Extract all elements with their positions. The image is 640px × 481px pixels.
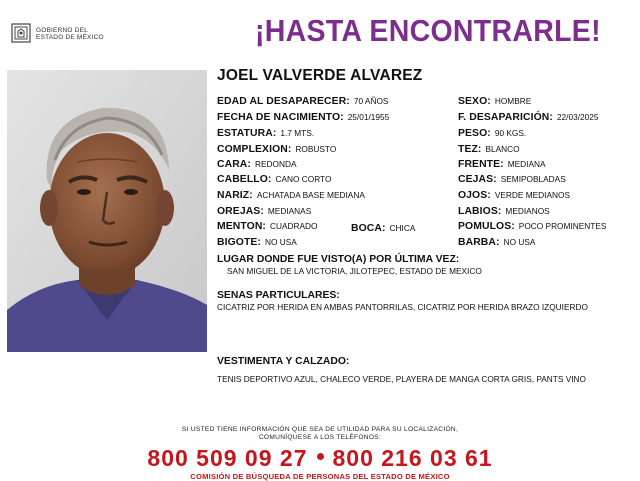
field-label: EDAD AL DESAPARECER: (217, 96, 350, 107)
field-value: CHICA (389, 223, 416, 233)
contact-line-1: SI USTED TIENE INFORMACIÓN QUE SEA DE UTILIDAD PARA SU LOCALIZACIÓN, (181, 426, 459, 433)
field-label: BARBA: (458, 237, 500, 248)
separator-dot-icon (317, 453, 324, 460)
field-label: CABELLO: (217, 174, 272, 185)
contact-line-2: COMUNÍQUESE A LOS TELÉFONOS: (258, 434, 382, 441)
portrait-image (7, 70, 207, 352)
last-seen-title: LUGAR DONDE FUE VISTO(A) POR ÚLTIMA VEZ: (217, 254, 460, 265)
field-value: VERDE MEDIANOS (494, 190, 570, 200)
marks-title: SENAS PARTICULARES: (217, 290, 340, 301)
field-fecha-nacimiento (217, 112, 389, 123)
field-edad (217, 96, 388, 107)
gov-line-2: ESTADO DE MÉXICO (36, 34, 104, 41)
field-value: MEDIANA (507, 159, 546, 169)
footer-commission: COMISIÓN DE BÚSQUEDA DE PERSONAS DEL ESTADO DE MÉXICO (190, 472, 450, 481)
field-value: NO USA (265, 237, 297, 247)
field-label: TEZ: (458, 144, 482, 155)
field-value: HOMBRE (494, 96, 532, 106)
field-label: ESTATURA: (217, 128, 277, 139)
gov-line-1: GOBIERNO DEL (36, 27, 88, 34)
field-value: NO USA (503, 237, 536, 247)
field-estatura (217, 128, 314, 139)
field-peso (458, 128, 526, 139)
field-value: 22/03/2025 (556, 112, 599, 122)
last-seen-text: SAN MIGUEL DE LA VICTORIA, JILOTEPEC, ESTADO DE MEXICO (227, 266, 482, 276)
page-title: ¡HASTA ENCONTRARLE! (255, 13, 601, 48)
field-label: FRENTE: (458, 159, 504, 170)
field-value: ROBUSTO (295, 144, 337, 154)
field-cabello (217, 174, 331, 185)
field-complexion (217, 144, 336, 155)
field-label: OREJAS: (217, 206, 264, 217)
field-fecha-desaparicion (458, 112, 598, 123)
field-ojos (458, 190, 570, 201)
phone-number-1[interactable]: 800 509 09 27 (147, 445, 308, 471)
contact-note (0, 426, 640, 442)
field-orejas (217, 206, 311, 217)
field-bigote (217, 237, 297, 248)
field-tez (458, 144, 520, 155)
field-label: CARA: (217, 159, 251, 170)
field-menton (217, 221, 317, 232)
field-value: MEDIANAS (267, 206, 312, 216)
field-value: CANO CORTO (275, 174, 332, 184)
field-barba (458, 237, 535, 248)
field-boca (351, 223, 415, 234)
field-label: POMULOS: (458, 221, 515, 232)
field-label: COMPLEXION: (217, 144, 292, 155)
phone-number-2[interactable]: 800 216 03 61 (332, 445, 493, 471)
field-label: F. DESAPARICIÓN: (458, 112, 553, 123)
field-nariz (217, 190, 365, 201)
field-sexo (458, 96, 531, 107)
field-label: NARIZ: (217, 190, 253, 201)
field-label: LABIOS: (458, 206, 502, 217)
government-logo (10, 22, 130, 44)
field-label: BOCA: (351, 223, 386, 234)
field-label: CEJAS: (458, 174, 497, 185)
field-label: BIGOTE: (217, 237, 261, 248)
field-value: SEMIPOBLADAS (500, 174, 566, 184)
field-value: REDONDA (254, 159, 297, 169)
person-name: JOEL VALVERDE ALVAREZ (217, 67, 423, 84)
field-label: OJOS: (458, 190, 491, 201)
field-value: 70 AÑOS (353, 96, 389, 106)
clothing-title: VESTIMENTA Y CALZADO: (217, 356, 350, 367)
field-value: POCO PROMINENTES (518, 221, 607, 231)
phone-numbers (0, 445, 640, 472)
field-value: BLANCO (485, 144, 520, 154)
field-labios (458, 206, 550, 217)
field-cara (217, 159, 296, 170)
field-cejas (458, 174, 566, 185)
field-frente (458, 159, 546, 170)
state-emblem-icon (10, 22, 32, 44)
field-value: ACHATADA BASE MEDIANA (256, 190, 365, 200)
field-value: CUADRADO (270, 221, 318, 231)
field-value: 1.7 MTS. (280, 128, 315, 138)
field-value: 90 KGS. (494, 128, 527, 138)
field-value: 25/01/1955 (347, 112, 390, 122)
field-label: FECHA DE NACIMIENTO: (217, 112, 344, 123)
field-label: MENTON: (217, 221, 266, 232)
field-value: MEDIANOS (505, 206, 550, 216)
field-label: PESO: (458, 128, 491, 139)
marks-text: CICATRIZ POR HERIDA EN AMBAS PANTORRILAS, CICATRIZ POR HERIDA BRAZO IZQUIERDO (217, 302, 588, 312)
clothing-text: TENIS DEPORTIVO AZUL, CHALECO VERDE, PLAYERA DE MANGA CORTA GRIS, PANTS VINO (217, 374, 586, 384)
field-label: SEXO: (458, 96, 491, 107)
missing-person-photo (7, 70, 207, 352)
field-pomulos (458, 221, 606, 232)
